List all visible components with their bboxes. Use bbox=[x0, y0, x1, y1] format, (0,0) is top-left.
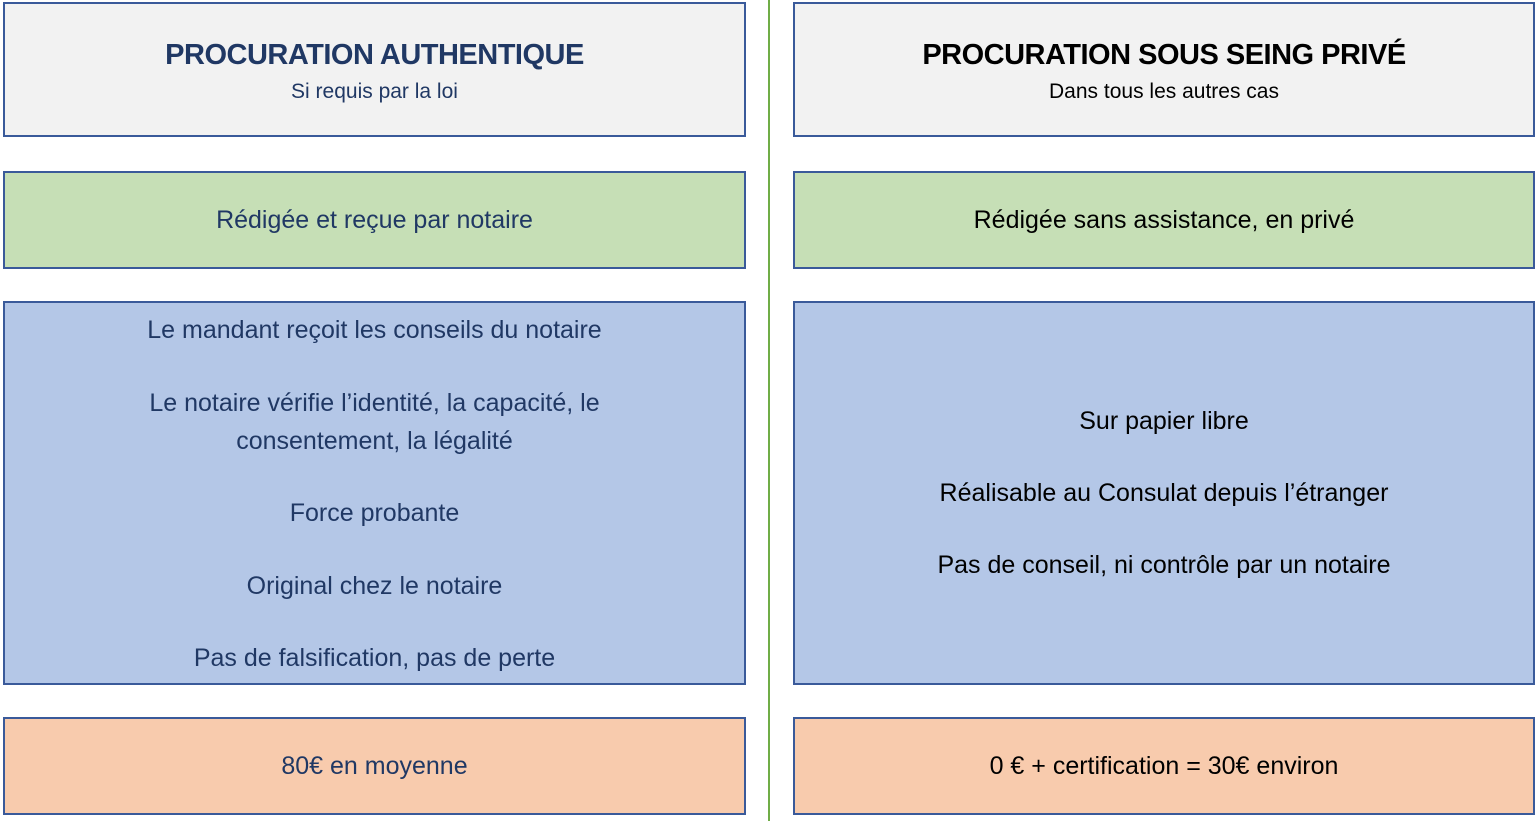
left-features-box bbox=[3, 301, 746, 685]
left-subtitle: Si requis par la loi bbox=[291, 80, 458, 103]
right-feature: Pas de conseil, ni contrôle par un notaire bbox=[937, 551, 1391, 579]
right-cost-box bbox=[793, 717, 1535, 815]
right-cost: 0 € + certification = 30€ environ bbox=[989, 751, 1339, 780]
left-cost-box bbox=[3, 717, 746, 815]
left-feature: Original chez le notaire bbox=[246, 571, 503, 600]
left-feature: Le mandant reçoit les conseils du notaire bbox=[147, 316, 602, 344]
left-cost: 80€ en moyenne bbox=[281, 751, 468, 780]
right-feature: Réalisable au Consulat depuis l’étranger bbox=[939, 479, 1389, 507]
left-method-box bbox=[3, 171, 746, 269]
right-method: Rédigée sans assistance, en privé bbox=[973, 205, 1355, 234]
left-method: Rédigée et reçue par notaire bbox=[216, 205, 533, 234]
right-method-box bbox=[793, 171, 1535, 269]
left-header-box bbox=[3, 2, 746, 137]
right-subtitle: Dans tous les autres cas bbox=[1049, 80, 1279, 103]
left-feature: Le notaire vérifie l’identité, la capacité, le consentement, la légalité bbox=[149, 388, 600, 455]
right-title: PROCURATION SOUS SEING PRIVÉ bbox=[922, 39, 1406, 71]
right-features-box bbox=[793, 301, 1535, 685]
left-feature: Force probante bbox=[289, 499, 460, 527]
left-feature: Pas de falsification, pas de perte bbox=[193, 644, 556, 672]
column-divider bbox=[768, 0, 770, 821]
right-feature: Sur papier libre bbox=[1079, 407, 1249, 435]
right-header-box bbox=[793, 2, 1535, 137]
left-title: PROCURATION AUTHENTIQUE bbox=[165, 39, 584, 71]
